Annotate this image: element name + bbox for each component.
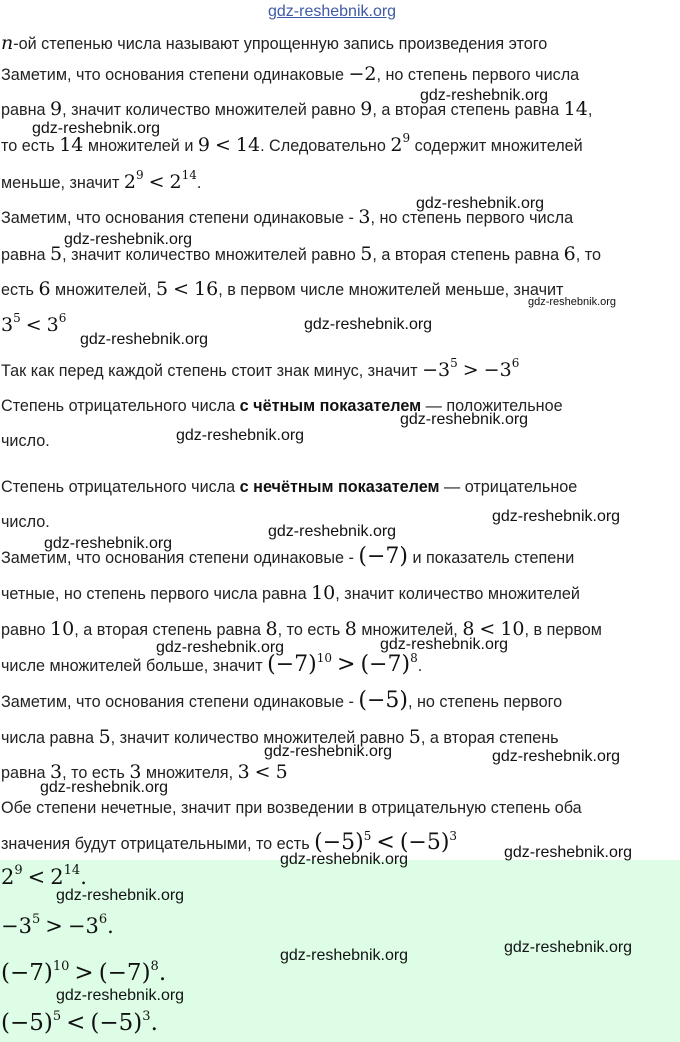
text-line: Степень отрицательного числа с чётным показателем — положительное [1, 397, 563, 415]
watermark: gdz-reshebnik.org [528, 296, 617, 308]
inequality: $2^9 < 2^{14}$ [123, 168, 197, 193]
power: $2^9$ [390, 131, 411, 156]
math-variable: n [1, 32, 14, 54]
watermark: gdz-reshebnik.org [56, 887, 185, 904]
text-line: Степень отрицательного числа с нечётным показателем — отрицательное [1, 478, 578, 496]
text-line: равна 5, значит количество множителей равно 5, а вторая степень равна 6, то [1, 243, 601, 265]
watermark: gdz-reshebnik.org [32, 120, 161, 137]
text-line: четные, но степень первого числа равна 10, значит количество множителей [1, 582, 580, 604]
answer-line: $-3^5 > -3^6$. [1, 912, 114, 938]
watermark: gdz-reshebnik.org [492, 508, 621, 525]
bold-term: с нечётным показателем [239, 478, 440, 496]
watermark: gdz-reshebnik.org [304, 316, 433, 333]
inequality: $-3^5 > -3^6$ [422, 356, 520, 381]
watermark: gdz-reshebnik.org [280, 851, 409, 868]
watermark: gdz-reshebnik.org [504, 939, 633, 956]
watermark: gdz-reshebnik.org [504, 844, 633, 861]
watermark: gdz-reshebnik.org [400, 411, 529, 428]
text-line: n-ой степенью числа называют упрощенную запись произведения этого [1, 32, 548, 54]
text-line: числа равна 5, значит количество множителей равно 5, а вторая степень [1, 726, 559, 748]
watermark: gdz-reshebnik.org [264, 743, 393, 760]
inequality: $3^5 < 3^6$ [1, 311, 67, 336]
text-line: значения будут отрицательными, то есть $(-5)^5 < (-5)^3$ [1, 829, 458, 855]
text-line: числе множителей больше, значит $(-7)^{10} > (-7)^8$. [1, 651, 423, 677]
watermark: gdz-reshebnik.org [420, 87, 549, 104]
inequality: $(-7)^{10} > (-7)^8$ [267, 651, 418, 677]
inequality: $(-5)^5 < (-5)^3$ [314, 829, 458, 855]
answer-line: $2^9 < 2^{14}$. [1, 863, 87, 889]
text-line: равна 3, то есть 3 множителя, 3 < 5 [1, 761, 288, 783]
watermark: gdz-reshebnik.org [44, 535, 173, 552]
watermark: gdz-reshebnik.org [380, 636, 509, 653]
text-line [1, 311, 67, 336]
answer-line: $(-7)^{10} > (-7)^8$. [1, 959, 167, 986]
math: −2 [348, 63, 377, 85]
text-line: число. [1, 513, 50, 531]
watermark: gdz-reshebnik.org [56, 987, 185, 1004]
text-line: Так как перед каждой степень стоит знак минус, значит $-3^5 > -3^6$ [1, 356, 520, 381]
watermark: gdz-reshebnik.org [40, 779, 169, 796]
text-line: Заметим, что основания степени одинаковые - (−7) и показатель степени [1, 544, 575, 569]
answer-line: $(-5)^5 < (-5)^3$. [1, 1009, 158, 1036]
watermark: gdz-reshebnik.org [176, 427, 305, 444]
text-line: Заметим, что основания степени одинаковые - 3, но степень первого числа [1, 206, 574, 228]
watermark: gdz-reshebnik.org [416, 195, 545, 212]
watermark: gdz-reshebnik.org [80, 331, 209, 348]
text-line: равно 10, а вторая степень равна 8, то есть 8 множителей, 8 < 10, в первом [1, 618, 602, 640]
watermark: gdz-reshebnik.org [268, 3, 397, 20]
bold-term: с чётным показателем [239, 397, 422, 415]
text-line: то есть 14 множителей и 9 < 14. Следовательно $2^9$ содержит множителей [1, 131, 583, 156]
watermark: gdz-reshebnik.org [280, 947, 409, 964]
text-line: есть 6 множителей, 5 < 16, в первом числе множителей меньше, значит [1, 278, 564, 300]
text-line: Заметим, что основания степени одинаковые −2, но степень первого числа [1, 63, 580, 85]
text-line: Обе степени нечетные, значит при возведении в отрицательную степень оба [1, 799, 582, 817]
text-line: число. [1, 432, 50, 450]
text-line: меньше, значит $2^9 < 2^{14}$. [1, 168, 202, 193]
watermark: gdz-reshebnik.org [156, 639, 285, 656]
watermark: gdz-reshebnik.org [268, 523, 397, 540]
text-line: Заметим, что основания степени одинаковые - (−5), но степень первого [1, 688, 563, 713]
watermark: gdz-reshebnik.org [492, 748, 621, 765]
text-line: равна 9, значит количество множителей равно 9, а вторая степень равна 14, [1, 98, 593, 120]
watermark: gdz-reshebnik.org [64, 231, 193, 248]
